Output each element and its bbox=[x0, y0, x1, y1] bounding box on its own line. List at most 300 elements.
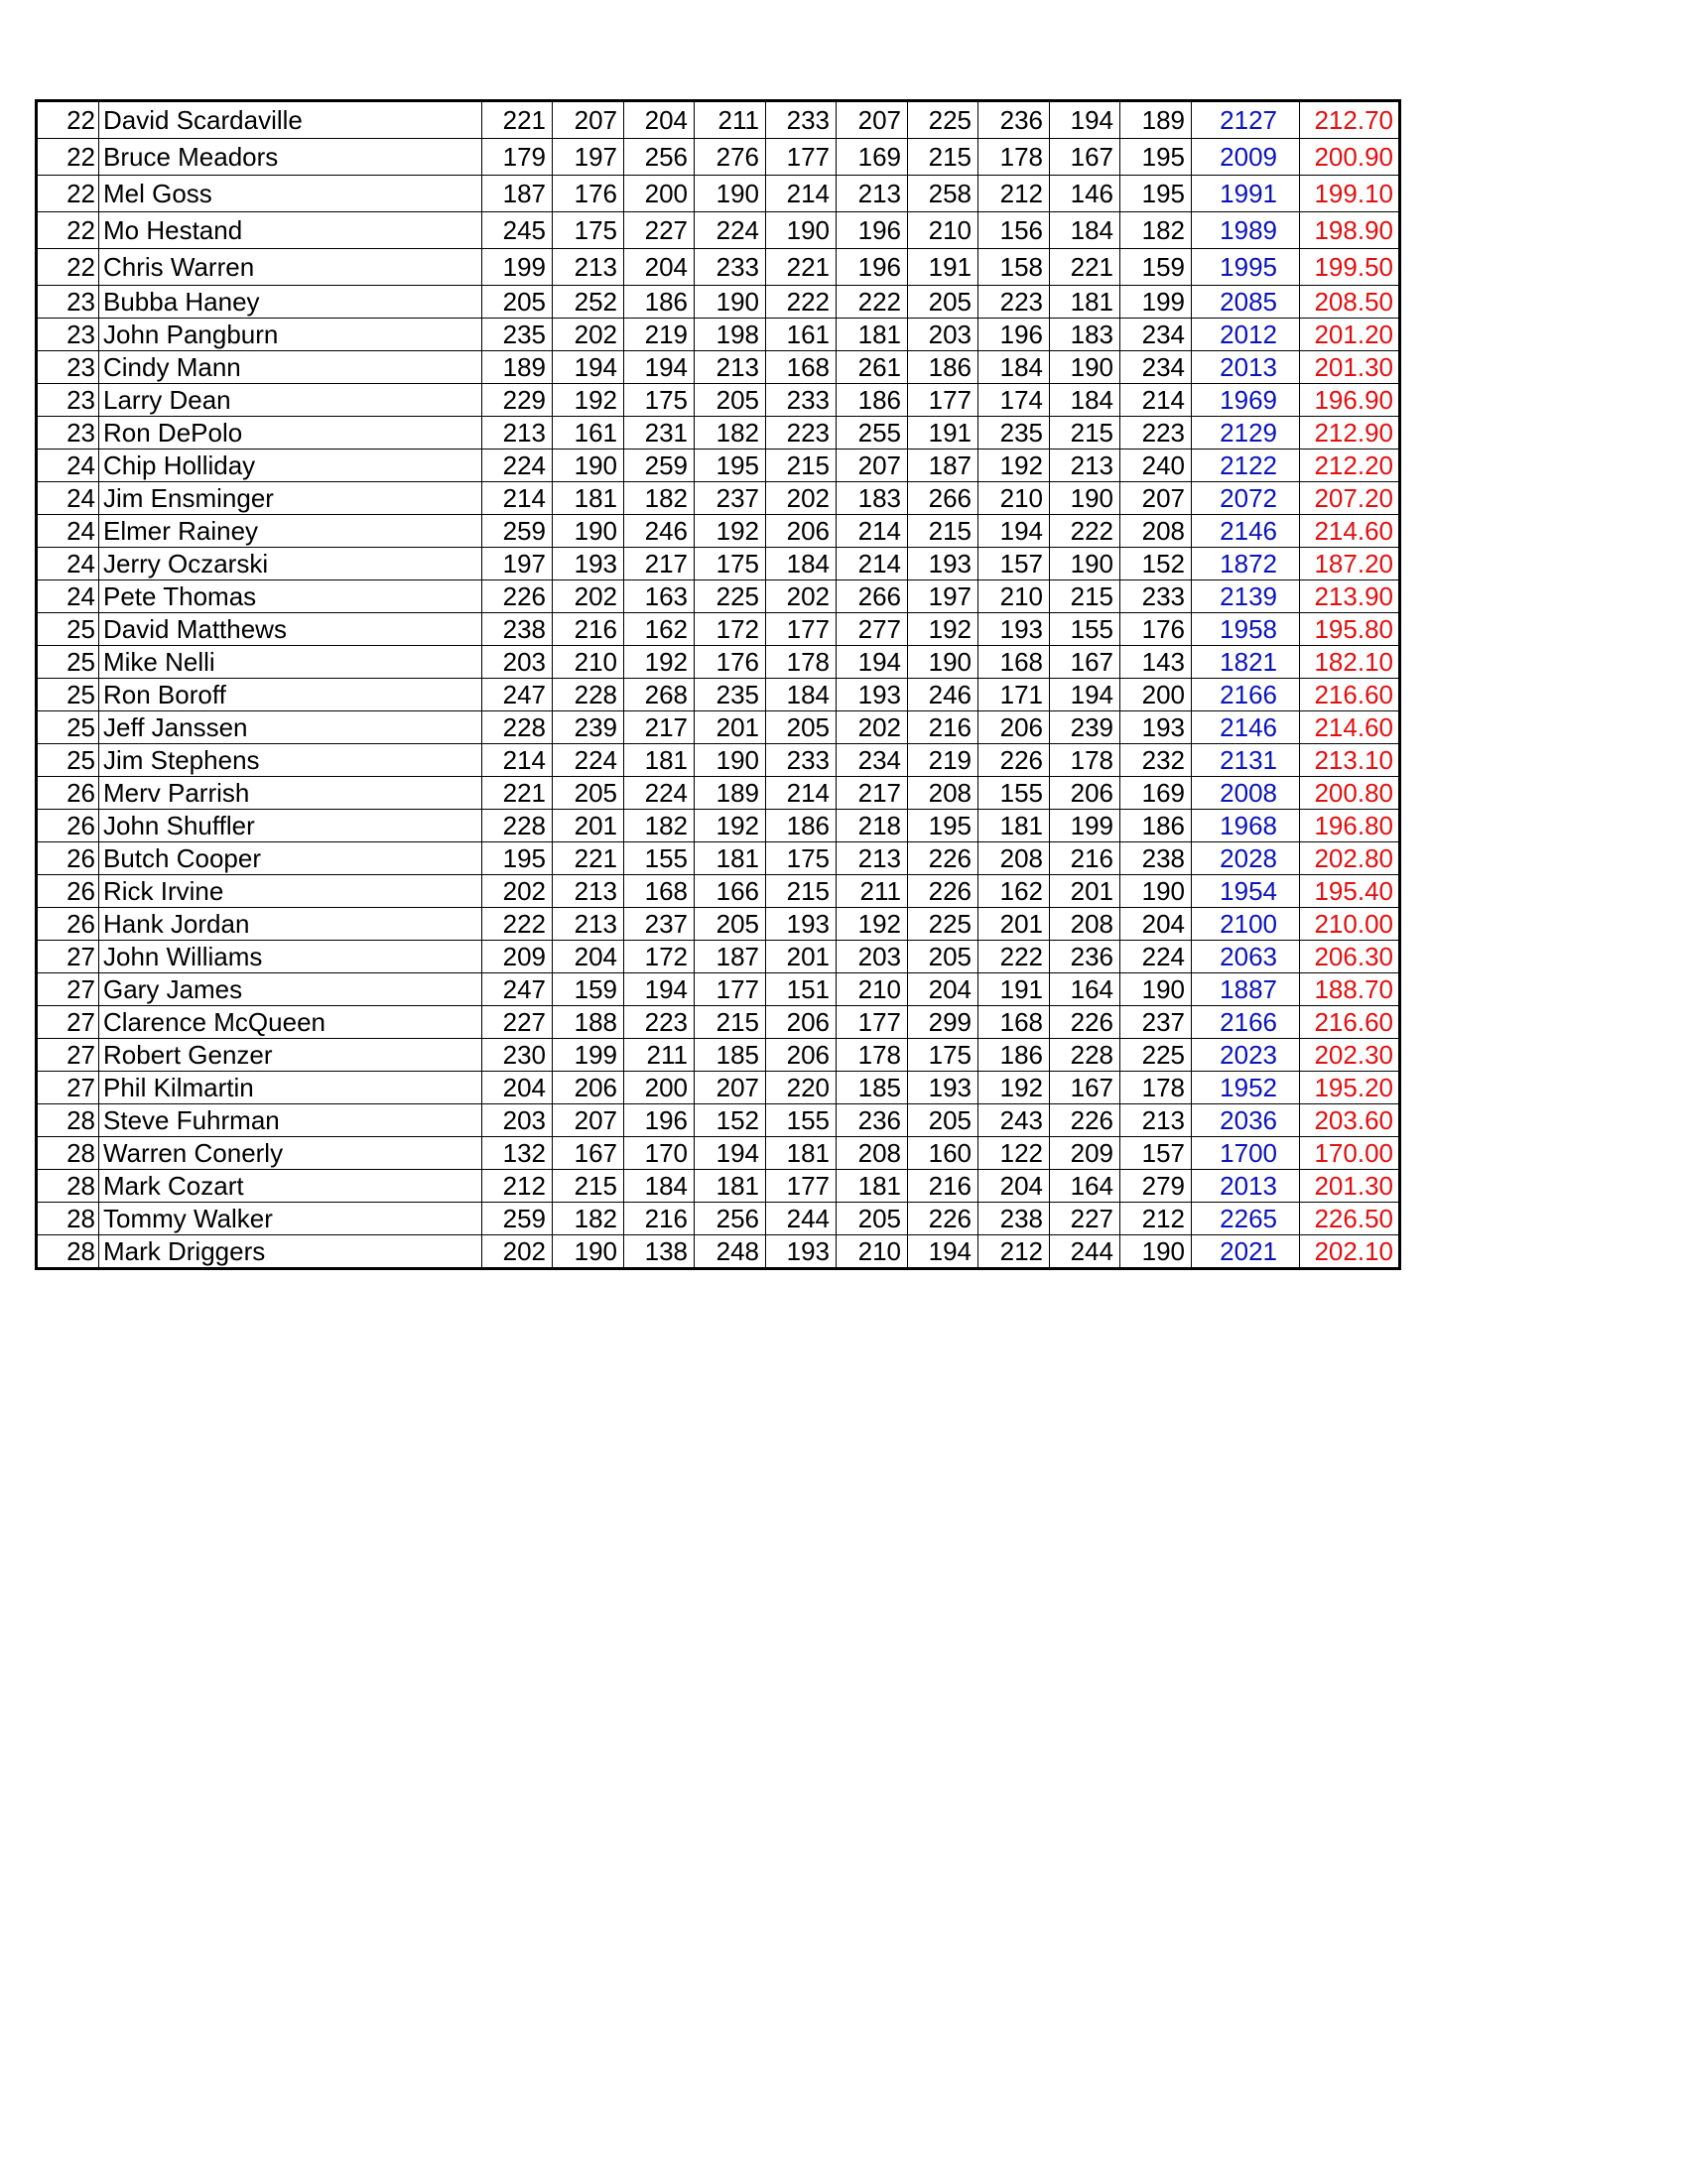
game-score-cell: 215 bbox=[766, 450, 837, 482]
score-table bbox=[35, 99, 1401, 1270]
game-score-cell: 205 bbox=[908, 286, 978, 319]
game-score-cell: 169 bbox=[1120, 777, 1192, 810]
total-pins-cell: 1995 bbox=[1192, 249, 1300, 286]
game-score-cell: 207 bbox=[553, 1104, 624, 1137]
game-score-cell: 196 bbox=[624, 1104, 695, 1137]
game-score-cell: 215 bbox=[553, 1170, 624, 1203]
game-score-cell: 181 bbox=[695, 842, 766, 875]
game-score-cell: 194 bbox=[695, 1137, 766, 1170]
total-pins-cell: 1952 bbox=[1192, 1072, 1300, 1104]
game-score-cell: 205 bbox=[766, 711, 837, 744]
game-score-cell: 184 bbox=[624, 1170, 695, 1203]
bowler-name-cell: Butch Cooper bbox=[99, 842, 482, 875]
game-score-cell: 192 bbox=[978, 1072, 1050, 1104]
game-score-cell: 205 bbox=[908, 941, 978, 973]
game-score-cell: 210 bbox=[978, 580, 1050, 613]
game-score-cell: 206 bbox=[766, 1039, 837, 1072]
game-score-cell: 194 bbox=[978, 515, 1050, 548]
average-cell: 212.20 bbox=[1300, 450, 1400, 482]
total-pins-cell: 2008 bbox=[1192, 777, 1300, 810]
game-score-cell: 193 bbox=[766, 1235, 837, 1269]
game-score-cell: 152 bbox=[1120, 548, 1192, 580]
game-score-cell: 279 bbox=[1120, 1170, 1192, 1203]
game-score-cell: 214 bbox=[766, 176, 837, 212]
game-score-cell: 194 bbox=[1050, 679, 1120, 711]
average-cell: 182.10 bbox=[1300, 646, 1400, 679]
game-score-cell: 216 bbox=[553, 613, 624, 646]
table-row bbox=[37, 139, 1400, 176]
game-score-cell: 172 bbox=[695, 613, 766, 646]
bowler-name-cell: David Scardaville bbox=[99, 101, 482, 139]
game-score-cell: 245 bbox=[482, 212, 553, 249]
game-score-cell: 247 bbox=[482, 973, 553, 1006]
table-row bbox=[37, 580, 1400, 613]
game-score-cell: 227 bbox=[482, 1006, 553, 1039]
game-score-cell: 178 bbox=[1120, 1072, 1192, 1104]
game-score-cell: 177 bbox=[695, 973, 766, 1006]
game-score-cell: 235 bbox=[482, 319, 553, 351]
game-score-cell: 163 bbox=[624, 580, 695, 613]
game-score-cell: 186 bbox=[908, 351, 978, 384]
game-score-cell: 201 bbox=[766, 941, 837, 973]
game-score-cell: 225 bbox=[1120, 1039, 1192, 1072]
game-score-cell: 233 bbox=[766, 384, 837, 417]
game-score-cell: 208 bbox=[908, 777, 978, 810]
average-cell: 206.30 bbox=[1300, 941, 1400, 973]
game-score-cell: 190 bbox=[695, 286, 766, 319]
average-cell: 226.50 bbox=[1300, 1203, 1400, 1235]
game-score-cell: 192 bbox=[624, 646, 695, 679]
game-score-cell: 193 bbox=[837, 679, 908, 711]
table-row bbox=[37, 176, 1400, 212]
game-score-cell: 218 bbox=[837, 810, 908, 842]
game-score-cell: 212 bbox=[978, 1235, 1050, 1269]
total-pins-cell: 2122 bbox=[1192, 450, 1300, 482]
game-score-cell: 151 bbox=[766, 973, 837, 1006]
game-score-cell: 190 bbox=[553, 450, 624, 482]
game-score-cell: 178 bbox=[837, 1039, 908, 1072]
game-score-cell: 203 bbox=[908, 319, 978, 351]
game-score-cell: 219 bbox=[624, 319, 695, 351]
game-score-cell: 221 bbox=[482, 101, 553, 139]
game-score-cell: 204 bbox=[978, 1170, 1050, 1203]
bowler-name-cell: John Shuffler bbox=[99, 810, 482, 842]
game-score-cell: 204 bbox=[1120, 908, 1192, 941]
game-score-cell: 211 bbox=[695, 101, 766, 139]
total-pins-cell: 2012 bbox=[1192, 319, 1300, 351]
bowler-name-cell: Jim Ensminger bbox=[99, 482, 482, 515]
game-score-cell: 238 bbox=[978, 1203, 1050, 1235]
game-score-cell: 196 bbox=[837, 249, 908, 286]
total-pins-cell: 2085 bbox=[1192, 286, 1300, 319]
game-score-cell: 216 bbox=[908, 1170, 978, 1203]
game-score-cell: 210 bbox=[837, 1235, 908, 1269]
bowler-name-cell: Ron Boroff bbox=[99, 679, 482, 711]
game-score-cell: 175 bbox=[553, 212, 624, 249]
game-score-cell: 226 bbox=[482, 580, 553, 613]
bowler-name-cell: Hank Jordan bbox=[99, 908, 482, 941]
table-row bbox=[37, 711, 1400, 744]
average-cell: 214.60 bbox=[1300, 711, 1400, 744]
game-score-cell: 178 bbox=[1050, 744, 1120, 777]
rank-cell: 24 bbox=[37, 580, 99, 613]
game-score-cell: 208 bbox=[837, 1137, 908, 1170]
table-row bbox=[37, 679, 1400, 711]
average-cell: 203.60 bbox=[1300, 1104, 1400, 1137]
bowler-name-cell: Steve Fuhrman bbox=[99, 1104, 482, 1137]
game-score-cell: 228 bbox=[553, 679, 624, 711]
rank-cell: 23 bbox=[37, 319, 99, 351]
game-score-cell: 181 bbox=[1050, 286, 1120, 319]
total-pins-cell: 1991 bbox=[1192, 176, 1300, 212]
game-score-cell: 190 bbox=[1050, 482, 1120, 515]
rank-cell: 23 bbox=[37, 351, 99, 384]
game-score-cell: 201 bbox=[978, 908, 1050, 941]
game-score-cell: 213 bbox=[695, 351, 766, 384]
total-pins-cell: 2166 bbox=[1192, 1006, 1300, 1039]
game-score-cell: 175 bbox=[766, 842, 837, 875]
game-score-cell: 202 bbox=[837, 711, 908, 744]
game-score-cell: 299 bbox=[908, 1006, 978, 1039]
game-score-cell: 208 bbox=[1050, 908, 1120, 941]
game-score-cell: 204 bbox=[553, 941, 624, 973]
game-score-cell: 182 bbox=[1120, 212, 1192, 249]
game-score-cell: 215 bbox=[766, 875, 837, 908]
rank-cell: 25 bbox=[37, 711, 99, 744]
game-score-cell: 217 bbox=[624, 548, 695, 580]
game-score-cell: 190 bbox=[695, 176, 766, 212]
game-score-cell: 177 bbox=[837, 1006, 908, 1039]
game-score-cell: 268 bbox=[624, 679, 695, 711]
table-row bbox=[37, 842, 1400, 875]
game-score-cell: 244 bbox=[1050, 1235, 1120, 1269]
table-row bbox=[37, 286, 1400, 319]
bowler-name-cell: Mark Driggers bbox=[99, 1235, 482, 1269]
game-score-cell: 227 bbox=[1050, 1203, 1120, 1235]
game-score-cell: 243 bbox=[978, 1104, 1050, 1137]
game-score-cell: 177 bbox=[766, 1170, 837, 1203]
game-score-cell: 215 bbox=[1050, 580, 1120, 613]
game-score-cell: 222 bbox=[1050, 515, 1120, 548]
bowler-name-cell: Cindy Mann bbox=[99, 351, 482, 384]
total-pins-cell: 1958 bbox=[1192, 613, 1300, 646]
game-score-cell: 248 bbox=[695, 1235, 766, 1269]
bowler-name-cell: Merv Parrish bbox=[99, 777, 482, 810]
total-pins-cell: 1821 bbox=[1192, 646, 1300, 679]
game-score-cell: 190 bbox=[1120, 875, 1192, 908]
game-score-cell: 236 bbox=[1050, 941, 1120, 973]
game-score-cell: 256 bbox=[624, 139, 695, 176]
game-score-cell: 214 bbox=[837, 515, 908, 548]
total-pins-cell: 2013 bbox=[1192, 351, 1300, 384]
game-score-cell: 182 bbox=[695, 417, 766, 450]
game-score-cell: 203 bbox=[482, 1104, 553, 1137]
game-score-cell: 158 bbox=[978, 249, 1050, 286]
game-score-cell: 266 bbox=[837, 580, 908, 613]
game-score-cell: 155 bbox=[766, 1104, 837, 1137]
game-score-cell: 225 bbox=[695, 580, 766, 613]
game-score-cell: 190 bbox=[1050, 548, 1120, 580]
game-score-cell: 192 bbox=[978, 450, 1050, 482]
game-score-cell: 214 bbox=[837, 548, 908, 580]
average-cell: 187.20 bbox=[1300, 548, 1400, 580]
game-score-cell: 244 bbox=[766, 1203, 837, 1235]
average-cell: 213.90 bbox=[1300, 580, 1400, 613]
game-score-cell: 168 bbox=[978, 1006, 1050, 1039]
game-score-cell: 216 bbox=[908, 711, 978, 744]
game-score-cell: 234 bbox=[837, 744, 908, 777]
game-score-cell: 196 bbox=[837, 212, 908, 249]
rank-cell: 22 bbox=[37, 212, 99, 249]
table-row bbox=[37, 548, 1400, 580]
game-score-cell: 202 bbox=[766, 482, 837, 515]
game-score-cell: 201 bbox=[553, 810, 624, 842]
average-cell: 202.10 bbox=[1300, 1235, 1400, 1269]
table-row bbox=[37, 1137, 1400, 1170]
average-cell: 195.80 bbox=[1300, 613, 1400, 646]
game-score-cell: 195 bbox=[482, 842, 553, 875]
table-row bbox=[37, 1235, 1400, 1269]
game-score-cell: 176 bbox=[1120, 613, 1192, 646]
game-score-cell: 215 bbox=[1050, 417, 1120, 450]
table-row bbox=[37, 908, 1400, 941]
game-score-cell: 155 bbox=[1050, 613, 1120, 646]
game-score-cell: 202 bbox=[553, 319, 624, 351]
game-score-cell: 171 bbox=[978, 679, 1050, 711]
total-pins-cell: 2131 bbox=[1192, 744, 1300, 777]
game-score-cell: 160 bbox=[908, 1137, 978, 1170]
game-score-cell: 212 bbox=[482, 1170, 553, 1203]
rank-cell: 22 bbox=[37, 249, 99, 286]
game-score-cell: 233 bbox=[766, 744, 837, 777]
bowler-name-cell: Tommy Walker bbox=[99, 1203, 482, 1235]
game-score-cell: 190 bbox=[908, 646, 978, 679]
rank-cell: 27 bbox=[37, 941, 99, 973]
game-score-cell: 152 bbox=[695, 1104, 766, 1137]
game-score-cell: 208 bbox=[1120, 515, 1192, 548]
rank-cell: 27 bbox=[37, 1039, 99, 1072]
game-score-cell: 217 bbox=[624, 711, 695, 744]
game-score-cell: 205 bbox=[482, 286, 553, 319]
game-score-cell: 170 bbox=[624, 1137, 695, 1170]
game-score-cell: 222 bbox=[978, 941, 1050, 973]
game-score-cell: 258 bbox=[908, 176, 978, 212]
table-row bbox=[37, 249, 1400, 286]
game-score-cell: 193 bbox=[908, 548, 978, 580]
bowler-name-cell: Mark Cozart bbox=[99, 1170, 482, 1203]
bowler-name-cell: David Matthews bbox=[99, 613, 482, 646]
game-score-cell: 187 bbox=[908, 450, 978, 482]
rank-cell: 26 bbox=[37, 777, 99, 810]
game-score-cell: 159 bbox=[1120, 249, 1192, 286]
game-score-cell: 193 bbox=[978, 613, 1050, 646]
game-score-cell: 191 bbox=[978, 973, 1050, 1006]
table-row bbox=[37, 744, 1400, 777]
game-score-cell: 185 bbox=[837, 1072, 908, 1104]
bowler-name-cell: Pete Thomas bbox=[99, 580, 482, 613]
bowler-name-cell: Gary James bbox=[99, 973, 482, 1006]
total-pins-cell: 1968 bbox=[1192, 810, 1300, 842]
total-pins-cell: 2129 bbox=[1192, 417, 1300, 450]
game-score-cell: 240 bbox=[1120, 450, 1192, 482]
rank-cell: 25 bbox=[37, 679, 99, 711]
bowler-name-cell: Chris Warren bbox=[99, 249, 482, 286]
bowler-name-cell: John Pangburn bbox=[99, 319, 482, 351]
game-score-cell: 191 bbox=[908, 249, 978, 286]
game-score-cell: 210 bbox=[837, 973, 908, 1006]
average-cell: 201.20 bbox=[1300, 319, 1400, 351]
rank-cell: 26 bbox=[37, 875, 99, 908]
game-score-cell: 195 bbox=[1120, 176, 1192, 212]
game-score-cell: 199 bbox=[553, 1039, 624, 1072]
rank-cell: 28 bbox=[37, 1104, 99, 1137]
game-score-cell: 203 bbox=[837, 941, 908, 973]
game-score-cell: 238 bbox=[1120, 842, 1192, 875]
game-score-cell: 204 bbox=[908, 973, 978, 1006]
game-score-cell: 214 bbox=[1120, 384, 1192, 417]
game-score-cell: 213 bbox=[837, 842, 908, 875]
game-score-cell: 168 bbox=[624, 875, 695, 908]
game-score-cell: 210 bbox=[553, 646, 624, 679]
rank-cell: 24 bbox=[37, 515, 99, 548]
rank-cell: 28 bbox=[37, 1203, 99, 1235]
game-score-cell: 214 bbox=[766, 777, 837, 810]
game-score-cell: 215 bbox=[695, 1006, 766, 1039]
game-score-cell: 187 bbox=[482, 176, 553, 212]
average-cell: 201.30 bbox=[1300, 1170, 1400, 1203]
game-score-cell: 194 bbox=[553, 351, 624, 384]
game-score-cell: 191 bbox=[908, 417, 978, 450]
game-score-cell: 207 bbox=[837, 101, 908, 139]
average-cell: 202.80 bbox=[1300, 842, 1400, 875]
average-cell: 212.70 bbox=[1300, 101, 1400, 139]
game-score-cell: 233 bbox=[695, 249, 766, 286]
game-score-cell: 181 bbox=[553, 482, 624, 515]
total-pins-cell: 1700 bbox=[1192, 1137, 1300, 1170]
game-score-cell: 194 bbox=[1050, 101, 1120, 139]
game-score-cell: 187 bbox=[695, 941, 766, 973]
game-score-cell: 207 bbox=[695, 1072, 766, 1104]
total-pins-cell: 1887 bbox=[1192, 973, 1300, 1006]
game-score-cell: 214 bbox=[482, 482, 553, 515]
table-row bbox=[37, 777, 1400, 810]
total-pins-cell: 2100 bbox=[1192, 908, 1300, 941]
game-score-cell: 193 bbox=[908, 1072, 978, 1104]
game-score-cell: 213 bbox=[1050, 450, 1120, 482]
game-score-cell: 210 bbox=[978, 482, 1050, 515]
game-score-cell: 186 bbox=[978, 1039, 1050, 1072]
game-score-cell: 228 bbox=[482, 810, 553, 842]
game-score-cell: 206 bbox=[978, 711, 1050, 744]
score-table-body bbox=[37, 101, 1400, 1269]
bowler-name-cell: Mel Goss bbox=[99, 176, 482, 212]
game-score-cell: 205 bbox=[553, 777, 624, 810]
game-score-cell: 216 bbox=[1050, 842, 1120, 875]
game-score-cell: 202 bbox=[553, 580, 624, 613]
game-score-cell: 227 bbox=[624, 212, 695, 249]
average-cell: 196.80 bbox=[1300, 810, 1400, 842]
total-pins-cell: 1872 bbox=[1192, 548, 1300, 580]
game-score-cell: 197 bbox=[553, 139, 624, 176]
rank-cell: 28 bbox=[37, 1235, 99, 1269]
average-cell: 212.90 bbox=[1300, 417, 1400, 450]
game-score-cell: 177 bbox=[766, 613, 837, 646]
game-score-cell: 234 bbox=[1120, 319, 1192, 351]
game-score-cell: 159 bbox=[553, 973, 624, 1006]
game-score-cell: 157 bbox=[1120, 1137, 1192, 1170]
game-score-cell: 200 bbox=[624, 1072, 695, 1104]
bowler-name-cell: Rick Irvine bbox=[99, 875, 482, 908]
table-row bbox=[37, 450, 1400, 482]
total-pins-cell: 2072 bbox=[1192, 482, 1300, 515]
bowler-name-cell: Chip Holliday bbox=[99, 450, 482, 482]
bowler-name-cell: Elmer Rainey bbox=[99, 515, 482, 548]
average-cell: 210.00 bbox=[1300, 908, 1400, 941]
bowler-name-cell: Bruce Meadors bbox=[99, 139, 482, 176]
game-score-cell: 222 bbox=[766, 286, 837, 319]
game-score-cell: 183 bbox=[837, 482, 908, 515]
average-cell: 207.20 bbox=[1300, 482, 1400, 515]
game-score-cell: 219 bbox=[908, 744, 978, 777]
game-score-cell: 221 bbox=[766, 249, 837, 286]
game-score-cell: 196 bbox=[978, 319, 1050, 351]
average-cell: 195.40 bbox=[1300, 875, 1400, 908]
game-score-cell: 213 bbox=[553, 249, 624, 286]
rank-cell: 23 bbox=[37, 384, 99, 417]
game-score-cell: 204 bbox=[482, 1072, 553, 1104]
game-score-cell: 183 bbox=[1050, 319, 1120, 351]
game-score-cell: 186 bbox=[1120, 810, 1192, 842]
game-score-cell: 155 bbox=[978, 777, 1050, 810]
game-score-cell: 226 bbox=[1050, 1104, 1120, 1137]
total-pins-cell: 2265 bbox=[1192, 1203, 1300, 1235]
game-score-cell: 195 bbox=[1120, 139, 1192, 176]
game-score-cell: 122 bbox=[978, 1137, 1050, 1170]
game-score-cell: 199 bbox=[1120, 286, 1192, 319]
game-score-cell: 189 bbox=[482, 351, 553, 384]
game-score-cell: 181 bbox=[624, 744, 695, 777]
game-score-cell: 239 bbox=[1050, 711, 1120, 744]
bowler-name-cell: Jim Stephens bbox=[99, 744, 482, 777]
game-score-cell: 181 bbox=[978, 810, 1050, 842]
game-score-cell: 138 bbox=[624, 1235, 695, 1269]
game-score-cell: 210 bbox=[908, 212, 978, 249]
game-score-cell: 202 bbox=[482, 1235, 553, 1269]
game-score-cell: 230 bbox=[482, 1039, 553, 1072]
table-row bbox=[37, 1104, 1400, 1137]
game-score-cell: 236 bbox=[978, 101, 1050, 139]
game-score-cell: 194 bbox=[624, 973, 695, 1006]
bowler-name-cell: Robert Genzer bbox=[99, 1039, 482, 1072]
rank-cell: 27 bbox=[37, 1072, 99, 1104]
game-score-cell: 167 bbox=[1050, 139, 1120, 176]
game-score-cell: 256 bbox=[695, 1203, 766, 1235]
game-score-cell: 177 bbox=[908, 384, 978, 417]
game-score-cell: 206 bbox=[553, 1072, 624, 1104]
game-score-cell: 194 bbox=[624, 351, 695, 384]
game-score-cell: 261 bbox=[837, 351, 908, 384]
average-cell: 198.90 bbox=[1300, 212, 1400, 249]
game-score-cell: 205 bbox=[695, 384, 766, 417]
game-score-cell: 177 bbox=[766, 139, 837, 176]
game-score-cell: 224 bbox=[553, 744, 624, 777]
game-score-cell: 225 bbox=[908, 101, 978, 139]
game-score-cell: 213 bbox=[553, 908, 624, 941]
game-score-cell: 215 bbox=[908, 139, 978, 176]
game-score-cell: 192 bbox=[695, 515, 766, 548]
rank-cell: 28 bbox=[37, 1137, 99, 1170]
game-score-cell: 237 bbox=[624, 908, 695, 941]
